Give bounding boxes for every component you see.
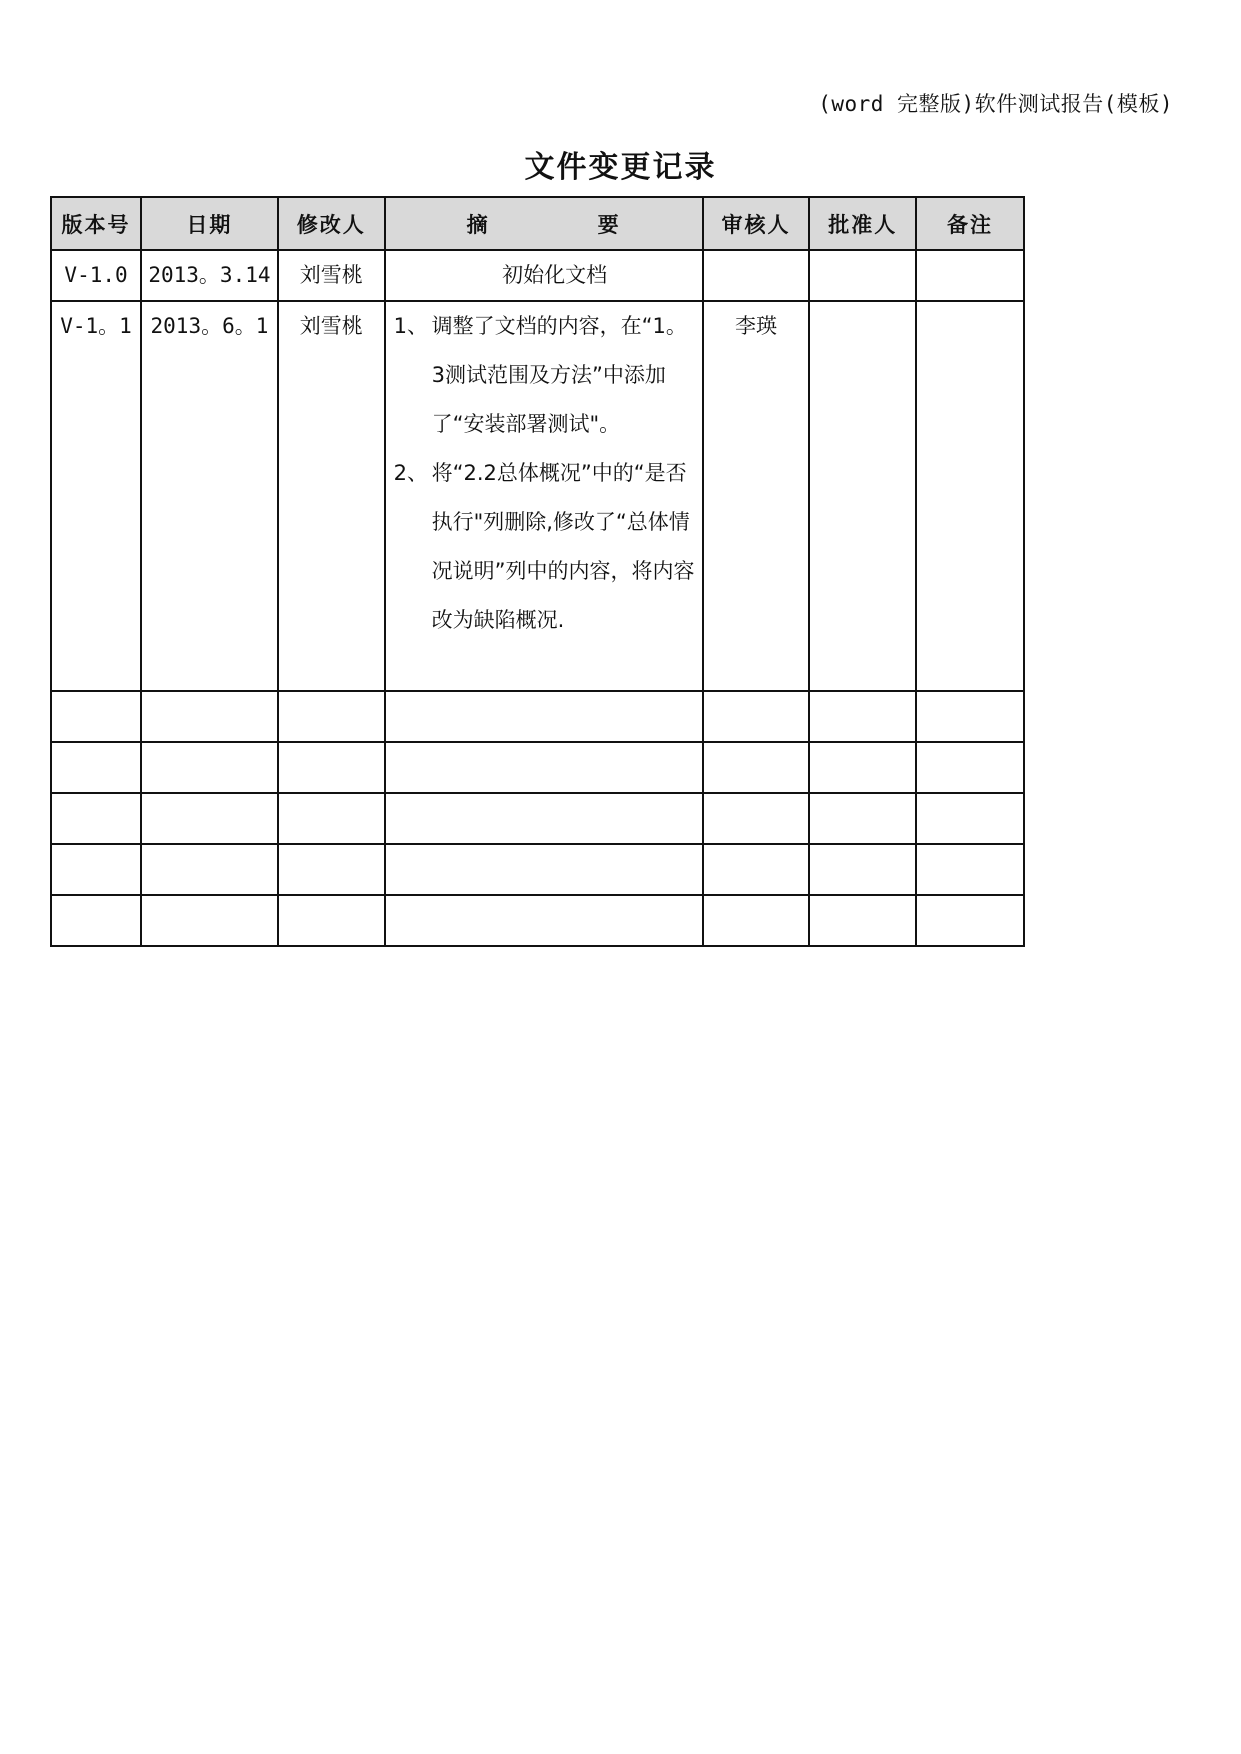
cell-approver <box>809 301 916 691</box>
empty-cell <box>809 793 916 844</box>
summary-item <box>386 449 702 645</box>
empty-cell <box>51 793 141 844</box>
empty-cell <box>703 742 810 793</box>
summary-item-text: 将“2.2总体概况”中的“是否执行"列删除,修改了“总体情况说明”列中的内容，将内容改为缺陷概况. <box>431 461 695 632</box>
table-row-empty <box>51 742 1024 793</box>
cell-reviewer: 李瑛 <box>703 301 810 691</box>
empty-cell <box>703 793 810 844</box>
column-header-reviewer: 审核人 <box>703 197 810 250</box>
empty-cell <box>51 691 141 742</box>
empty-cell <box>809 844 916 895</box>
empty-cell <box>141 793 278 844</box>
cell-version: V-1。1 <box>51 301 141 691</box>
empty-cell <box>703 844 810 895</box>
empty-cell <box>703 895 810 946</box>
column-header-summary <box>385 197 703 250</box>
empty-cell <box>916 895 1024 946</box>
cell-summary <box>385 301 703 691</box>
table-row <box>51 301 1024 691</box>
empty-cell <box>916 844 1024 895</box>
cell-remarks <box>916 250 1024 301</box>
empty-cell <box>385 895 703 946</box>
cell-date: 2013。6。1 <box>141 301 278 691</box>
column-header-modifier: 修改人 <box>278 197 385 250</box>
empty-cell <box>916 742 1024 793</box>
summary-list <box>386 302 702 645</box>
summary-item-number: 2、 <box>393 461 428 485</box>
empty-cell <box>916 691 1024 742</box>
empty-cell <box>141 844 278 895</box>
cell-approver <box>809 250 916 301</box>
header-note: (word 完整版)软件测试报告(模板) <box>818 92 1173 116</box>
table-row-empty <box>51 895 1024 946</box>
table-row-empty <box>51 793 1024 844</box>
summary-item-text: 调整了文档的内容，在“1。3测试范围及方法”中添加了“安装部署测试"。 <box>431 314 687 436</box>
change-log-table <box>50 196 1025 947</box>
empty-cell <box>51 895 141 946</box>
empty-cell <box>141 742 278 793</box>
table-header-row <box>51 197 1024 250</box>
column-header-version: 版本号 <box>51 197 141 250</box>
empty-cell <box>141 691 278 742</box>
cell-remarks <box>916 301 1024 691</box>
empty-cell <box>141 895 278 946</box>
table-row-empty <box>51 691 1024 742</box>
empty-cell <box>809 895 916 946</box>
column-header-summary-right: 要 <box>597 211 621 237</box>
empty-cell <box>51 844 141 895</box>
empty-cell <box>385 793 703 844</box>
empty-cell <box>278 844 385 895</box>
table-row <box>51 250 1024 301</box>
summary-item-number: 1、 <box>393 314 428 338</box>
column-header-date: 日期 <box>141 197 278 250</box>
column-header-summary-left: 摘 <box>466 211 490 237</box>
empty-cell <box>385 691 703 742</box>
empty-cell <box>385 844 703 895</box>
empty-cell <box>703 691 810 742</box>
empty-cell <box>916 793 1024 844</box>
summary-item <box>386 302 702 449</box>
cell-reviewer <box>703 250 810 301</box>
cell-summary <box>385 250 703 301</box>
cell-date: 2013。3.14 <box>141 250 278 301</box>
summary-text: 初始化文档 <box>502 263 608 287</box>
empty-cell <box>278 691 385 742</box>
empty-cell <box>278 742 385 793</box>
cell-modifier: 刘雪桃 <box>278 301 385 691</box>
empty-cell <box>809 691 916 742</box>
empty-cell <box>809 742 916 793</box>
empty-cell <box>385 742 703 793</box>
empty-cell <box>278 793 385 844</box>
cell-version: V-1.0 <box>51 250 141 301</box>
document-title: 文件变更记录 <box>524 150 717 185</box>
empty-cell <box>278 895 385 946</box>
cell-modifier: 刘雪桃 <box>278 250 385 301</box>
empty-cell <box>51 742 141 793</box>
table-row-empty <box>51 844 1024 895</box>
column-header-approver: 批准人 <box>809 197 916 250</box>
column-header-remarks: 备注 <box>916 197 1024 250</box>
